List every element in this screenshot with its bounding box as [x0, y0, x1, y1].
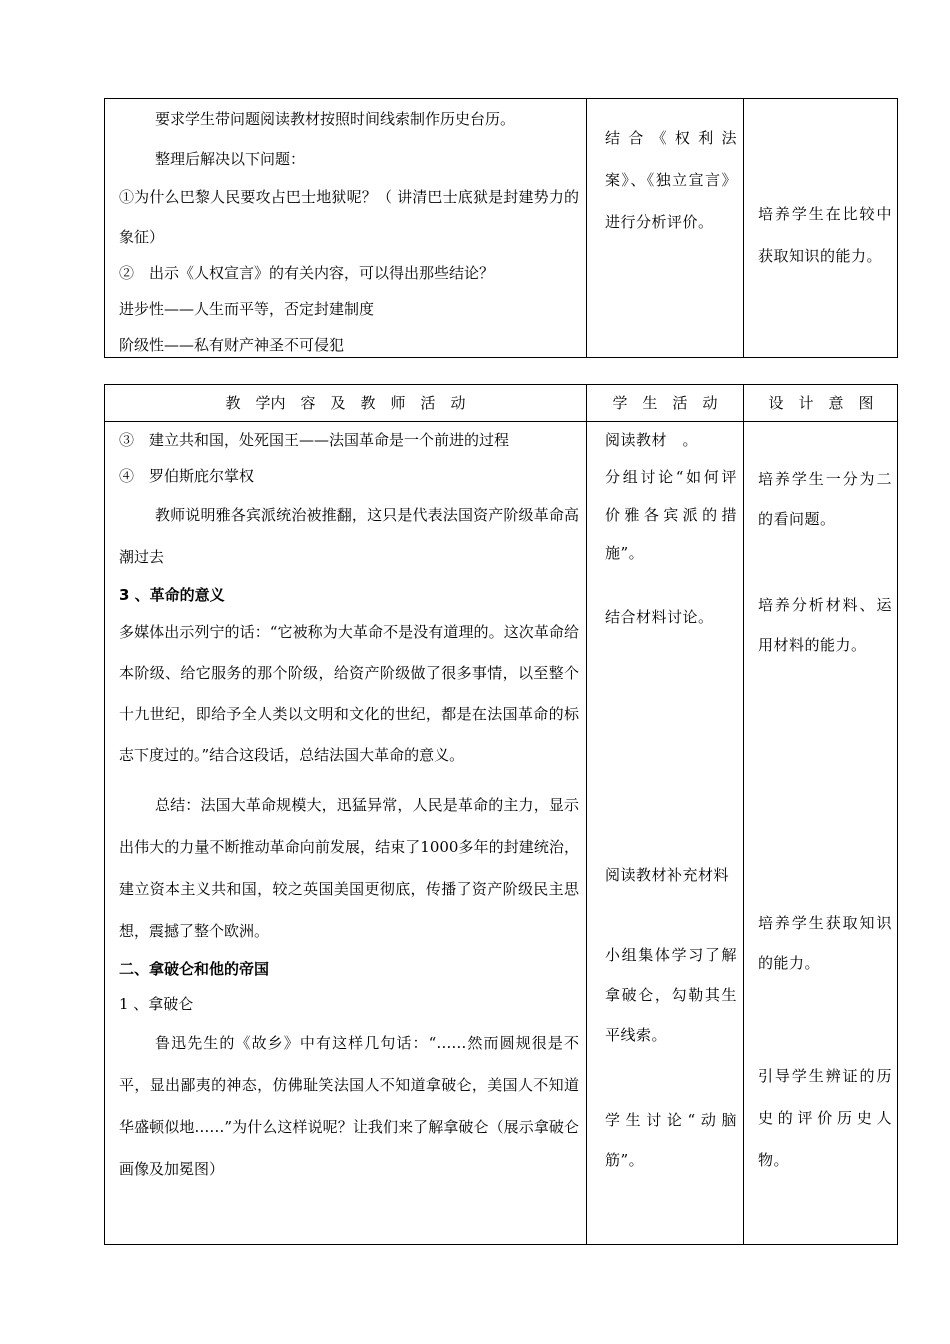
lesson-plan-table [104, 384, 898, 1245]
student-activity-c: 结合材料讨论。 [605, 608, 714, 626]
paragraph: 教师说明雅各宾派统治被推翻，这只是代表法国资产阶级革命高潮过去 [119, 506, 579, 566]
design-intent-d: 引导学生辨证的历史的评价历史人物。 [758, 1067, 892, 1169]
design-intent-column [744, 385, 898, 1244]
summary-paragraph: 总结：法国大革命规模大，迅猛异常，人民是革命的主力，显示出伟大的力量不断推动革命向前发展，结束了1000多年的封建统治，建立资本主义共和国，较之英国美国更彻底，传播了资产阶级民主思想，震撼了整个欧洲。 [119, 796, 579, 940]
design-intent-c: 培养学生获取知识的能力。 [758, 914, 892, 972]
student-activity-text: 结合《权利法案》、《独立宣言》进行分析评价。 [605, 129, 737, 231]
section-heading-3: 3 、革命的意义 [119, 586, 225, 604]
subheading-1: 1 、拿破仑 [119, 995, 194, 1013]
conclusion-progressive: 进步性——人生而平等，否定封建制度 [119, 300, 375, 318]
question-2: ② 出示《人权宣言》的有关内容，可以得出那些结论？ [119, 264, 495, 282]
student-activity-e: 小组集体学习了解拿破仑，勾勒其生平线索。 [605, 946, 737, 1044]
design-intent-b: 培养分析材料、运用材料的能力。 [758, 596, 892, 654]
student-activity-f: 学生讨论“动脑筋”。 [605, 1111, 737, 1169]
student-activity-column [587, 99, 744, 357]
student-activity-a: 阅读教材 。 [605, 431, 699, 449]
student-activity-column [587, 385, 744, 1244]
section-heading-2: 二、拿破仑和他的帝国 [119, 960, 270, 978]
conclusion-class: 阶级性——私有财产神圣不可侵犯 [119, 336, 345, 354]
paragraph: 要求学生带问题阅读教材按照时间线索制作历史台历。 [155, 110, 516, 128]
luxun-quote-paragraph: 鲁迅先生的《故乡》中有这样几句话：“……然而圆规很是不平，显出鄙夷的神态，仿佛耻笑法国人不知道拿破仑，美国人不知道华盛顿似地……”为什么这样说呢？让我们来了解拿破仑（展示拿破仑画像及加冕图） [119, 1034, 579, 1178]
paragraph: 整理后解决以下问题： [155, 150, 306, 168]
table-continued [104, 98, 898, 358]
question-1: ①为什么巴黎人民要攻占巴士地狱呢？（ 讲清巴士底狱是封建势力的象征） [119, 188, 579, 246]
teacher-activity-text [119, 101, 579, 363]
lenin-quote-paragraph: 多媒体出示列宁的话：“它被称为大革命不是没有道理的。这次革命给本阶级、给它服务的那个阶级，给资产阶级做了很多事情，以至整个十九世纪，即给予全人类以文明和文化的世纪，都是在法国革命的标志下度过的。”结合这段话，总结法国大革命的意义。 [119, 623, 579, 764]
header-teacher-activity: 教 学内 容 及 教 师 活 动 [105, 385, 586, 422]
teacher-activity-column [105, 99, 587, 357]
student-activity-d: 阅读教材补充材料 [605, 866, 730, 884]
header-design-intent: 设 计 意 图 [744, 385, 898, 422]
list-item-3: ③ 建立共和国，处死国王——法国革命是一个前进的过程 [119, 431, 510, 449]
student-activity-b: 分组讨论“如何评价雅各宾派的措施”。 [605, 468, 737, 562]
list-item-4: ④ 罗伯斯庇尔掌权 [119, 467, 255, 485]
design-intent-a: 培养学生一分为二的看问题。 [758, 470, 892, 528]
design-intent-column [744, 99, 898, 357]
teacher-activity-text [119, 422, 579, 1190]
header-student-activity: 学 生 活 动 [587, 385, 743, 422]
design-intent-text: 培养学生在比较中获取知识的能力。 [758, 205, 892, 265]
teacher-activity-column [105, 385, 587, 1244]
